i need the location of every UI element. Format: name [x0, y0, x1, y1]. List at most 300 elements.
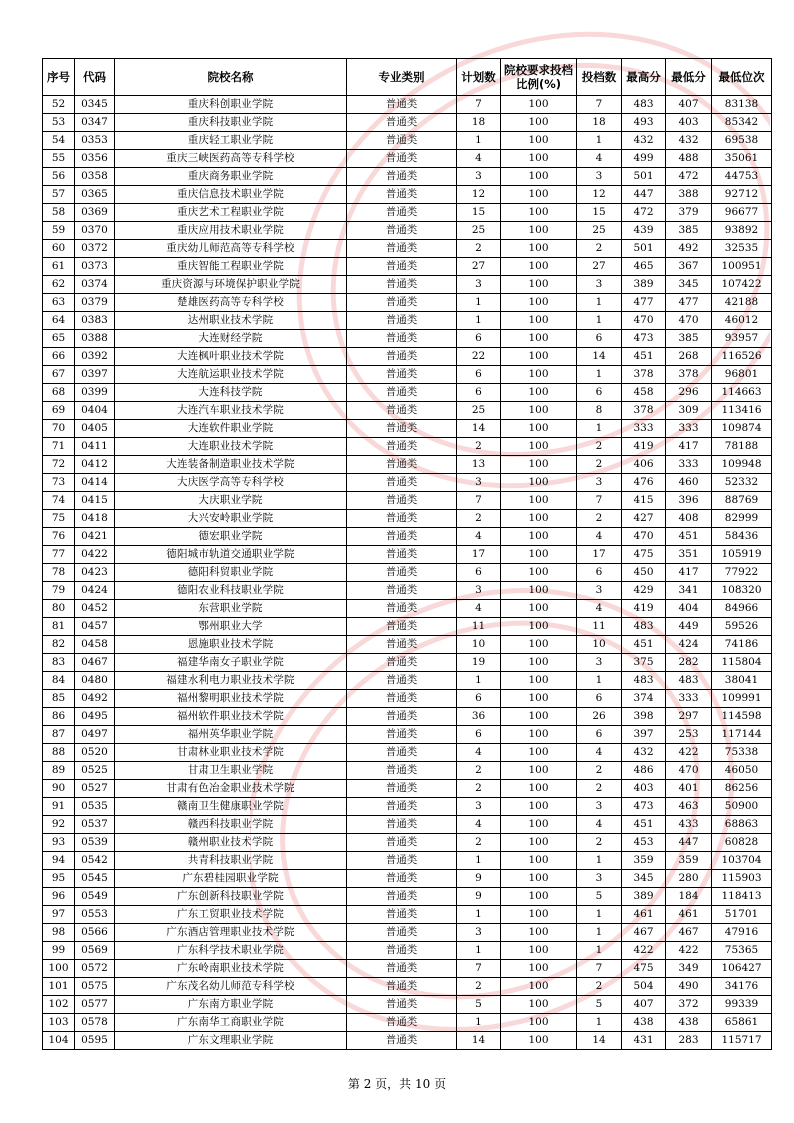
cell-plan-count: 17	[457, 546, 501, 564]
cell-ratio: 100	[501, 204, 577, 222]
cell-code: 0370	[75, 222, 115, 240]
cell-filed-count: 2	[577, 510, 622, 528]
cell-min-score: 280	[666, 870, 712, 888]
cell-filed-count: 7	[577, 492, 622, 510]
table-row	[43, 708, 772, 726]
cell-school-name: 重庆艺术工程职业学院	[115, 204, 347, 222]
table-row	[43, 294, 772, 312]
cell-max-score: 427	[622, 510, 666, 528]
cell-plan-count: 7	[457, 492, 501, 510]
cell-school-name: 重庆轻工职业学院	[115, 132, 347, 150]
table-row	[43, 456, 772, 474]
cell-ratio: 100	[501, 798, 577, 816]
cell-filed-count: 6	[577, 564, 622, 582]
table-row	[43, 402, 772, 420]
cell-plan-count: 6	[457, 564, 501, 582]
cell-max-score: 374	[622, 690, 666, 708]
cell-min-score: 378	[666, 366, 712, 384]
cell-seq: 95	[43, 870, 75, 888]
cell-min-rank: 69538	[712, 132, 772, 150]
table-row	[43, 132, 772, 150]
cell-min-rank: 42188	[712, 294, 772, 312]
header-min-rank: 最低位次	[712, 59, 772, 96]
cell-min-rank: 58436	[712, 528, 772, 546]
cell-school-name: 楚雄医药高等专科学校	[115, 294, 347, 312]
cell-max-score: 475	[622, 546, 666, 564]
cell-max-score: 470	[622, 528, 666, 546]
cell-max-score: 504	[622, 978, 666, 996]
cell-code: 0383	[75, 312, 115, 330]
table-row	[43, 222, 772, 240]
cell-min-score: 472	[666, 168, 712, 186]
cell-category: 普通类	[347, 618, 457, 636]
cell-plan-count: 3	[457, 582, 501, 600]
cell-min-score: 483	[666, 672, 712, 690]
cell-category: 普通类	[347, 654, 457, 672]
cell-min-score: 385	[666, 330, 712, 348]
cell-seq: 58	[43, 204, 75, 222]
cell-category: 普通类	[347, 330, 457, 348]
cell-plan-count: 4	[457, 816, 501, 834]
header-ratio: 院校要求投档比例(%)	[501, 59, 577, 96]
cell-min-rank: 77922	[712, 564, 772, 582]
table-row	[43, 600, 772, 618]
cell-plan-count: 3	[457, 798, 501, 816]
cell-code: 0414	[75, 474, 115, 492]
cell-filed-count: 2	[577, 762, 622, 780]
cell-plan-count: 1	[457, 294, 501, 312]
cell-seq: 56	[43, 168, 75, 186]
cell-code: 0392	[75, 348, 115, 366]
table-row	[43, 312, 772, 330]
cell-ratio: 100	[501, 582, 577, 600]
cell-code: 0595	[75, 1032, 115, 1050]
cell-filed-count: 4	[577, 150, 622, 168]
cell-min-score: 349	[666, 960, 712, 978]
cell-seq: 69	[43, 402, 75, 420]
cell-min-rank: 75365	[712, 942, 772, 960]
cell-min-score: 345	[666, 276, 712, 294]
cell-plan-count: 7	[457, 96, 501, 114]
cell-school-name: 福建华南女子职业学院	[115, 654, 347, 672]
cell-plan-count: 25	[457, 402, 501, 420]
cell-max-score: 483	[622, 672, 666, 690]
cell-max-score: 465	[622, 258, 666, 276]
cell-category: 普通类	[347, 672, 457, 690]
cell-plan-count: 27	[457, 258, 501, 276]
cell-max-score: 419	[622, 600, 666, 618]
cell-code: 0405	[75, 420, 115, 438]
cell-min-rank: 86256	[712, 780, 772, 798]
cell-filed-count: 1	[577, 420, 622, 438]
cell-min-rank: 46050	[712, 762, 772, 780]
cell-code: 0424	[75, 582, 115, 600]
cell-category: 普通类	[347, 1032, 457, 1050]
cell-school-name: 达州职业技术学院	[115, 312, 347, 330]
cell-seq: 68	[43, 384, 75, 402]
cell-ratio: 100	[501, 726, 577, 744]
table-row	[43, 672, 772, 690]
cell-min-rank: 68863	[712, 816, 772, 834]
table-row	[43, 420, 772, 438]
cell-code: 0345	[75, 96, 115, 114]
cell-ratio: 100	[501, 168, 577, 186]
cell-school-name: 广东茂名幼儿师范专科学校	[115, 978, 347, 996]
cell-max-score: 501	[622, 168, 666, 186]
cell-plan-count: 1	[457, 852, 501, 870]
cell-plan-count: 6	[457, 366, 501, 384]
cell-min-score: 396	[666, 492, 712, 510]
page-footer: 第 2 页，共 10 页	[347, 1077, 447, 1091]
cell-plan-count: 11	[457, 618, 501, 636]
cell-max-score: 397	[622, 726, 666, 744]
cell-plan-count: 3	[457, 168, 501, 186]
cell-max-score: 453	[622, 834, 666, 852]
cell-school-name: 广东文理职业学院	[115, 1032, 347, 1050]
cell-code: 0577	[75, 996, 115, 1014]
cell-min-score: 490	[666, 978, 712, 996]
cell-min-score: 433	[666, 816, 712, 834]
cell-school-name: 重庆科创职业学院	[115, 96, 347, 114]
cell-filed-count: 6	[577, 330, 622, 348]
cell-min-score: 417	[666, 438, 712, 456]
cell-school-name: 大兴安岭职业学院	[115, 510, 347, 528]
cell-min-score: 492	[666, 240, 712, 258]
cell-seq: 63	[43, 294, 75, 312]
cell-max-score: 451	[622, 816, 666, 834]
cell-min-score: 432	[666, 132, 712, 150]
cell-plan-count: 15	[457, 204, 501, 222]
cell-category: 普通类	[347, 744, 457, 762]
table-row	[43, 348, 772, 366]
cell-school-name: 大连航运职业技术学院	[115, 366, 347, 384]
cell-category: 普通类	[347, 798, 457, 816]
cell-filed-count: 1	[577, 366, 622, 384]
cell-max-score: 461	[622, 906, 666, 924]
cell-category: 普通类	[347, 258, 457, 276]
cell-filed-count: 3	[577, 798, 622, 816]
cell-min-score: 451	[666, 528, 712, 546]
cell-min-rank: 105919	[712, 546, 772, 564]
cell-code: 0535	[75, 798, 115, 816]
cell-plan-count: 1	[457, 312, 501, 330]
cell-seq: 59	[43, 222, 75, 240]
cell-max-score: 407	[622, 996, 666, 1014]
admission-score-table	[42, 58, 772, 1050]
cell-filed-count: 15	[577, 204, 622, 222]
cell-min-score: 351	[666, 546, 712, 564]
cell-min-score: 477	[666, 294, 712, 312]
cell-max-score: 438	[622, 1014, 666, 1032]
cell-category: 普通类	[347, 492, 457, 510]
cell-school-name: 福建水利电力职业技术学院	[115, 672, 347, 690]
cell-ratio: 100	[501, 834, 577, 852]
cell-ratio: 100	[501, 816, 577, 834]
cell-plan-count: 9	[457, 888, 501, 906]
table-row	[43, 204, 772, 222]
cell-seq: 103	[43, 1014, 75, 1032]
cell-filed-count: 4	[577, 528, 622, 546]
table-row	[43, 528, 772, 546]
cell-code: 0566	[75, 924, 115, 942]
cell-max-score: 422	[622, 942, 666, 960]
cell-max-score: 486	[622, 762, 666, 780]
cell-plan-count: 13	[457, 456, 501, 474]
cell-min-rank: 60828	[712, 834, 772, 852]
cell-min-rank: 51701	[712, 906, 772, 924]
cell-school-name: 德阳农业科技职业学院	[115, 582, 347, 600]
table-row	[43, 276, 772, 294]
cell-code: 0537	[75, 816, 115, 834]
cell-category: 普通类	[347, 294, 457, 312]
cell-min-score: 253	[666, 726, 712, 744]
cell-school-name: 大连科技学院	[115, 384, 347, 402]
cell-min-rank: 93892	[712, 222, 772, 240]
table-row	[43, 1014, 772, 1032]
cell-seq: 74	[43, 492, 75, 510]
cell-ratio: 100	[501, 618, 577, 636]
cell-ratio: 100	[501, 222, 577, 240]
cell-code: 0423	[75, 564, 115, 582]
cell-plan-count: 1	[457, 942, 501, 960]
cell-ratio: 100	[501, 1032, 577, 1050]
cell-ratio: 100	[501, 654, 577, 672]
cell-code: 0525	[75, 762, 115, 780]
cell-filed-count: 1	[577, 1014, 622, 1032]
cell-seq: 57	[43, 186, 75, 204]
table-row	[43, 888, 772, 906]
cell-seq: 66	[43, 348, 75, 366]
cell-filed-count: 7	[577, 96, 622, 114]
cell-filed-count: 2	[577, 834, 622, 852]
cell-ratio: 100	[501, 366, 577, 384]
cell-ratio: 100	[501, 186, 577, 204]
cell-min-rank: 32535	[712, 240, 772, 258]
cell-min-rank: 52332	[712, 474, 772, 492]
cell-min-score: 309	[666, 402, 712, 420]
header-seq: 序号	[43, 59, 75, 96]
cell-seq: 96	[43, 888, 75, 906]
cell-ratio: 100	[501, 636, 577, 654]
cell-school-name: 德阳城市轨道交通职业学院	[115, 546, 347, 564]
cell-category: 普通类	[347, 942, 457, 960]
cell-school-name: 福州英华职业学院	[115, 726, 347, 744]
cell-ratio: 100	[501, 150, 577, 168]
cell-min-rank: 93957	[712, 330, 772, 348]
cell-min-score: 463	[666, 798, 712, 816]
cell-min-rank: 115717	[712, 1032, 772, 1050]
cell-plan-count: 4	[457, 528, 501, 546]
cell-min-rank: 92712	[712, 186, 772, 204]
cell-seq: 54	[43, 132, 75, 150]
cell-filed-count: 14	[577, 1032, 622, 1050]
cell-school-name: 广东科学技术职业学院	[115, 942, 347, 960]
cell-filed-count: 1	[577, 924, 622, 942]
cell-max-score: 378	[622, 366, 666, 384]
cell-ratio: 100	[501, 96, 577, 114]
table-row	[43, 330, 772, 348]
table-row	[43, 726, 772, 744]
cell-filed-count: 5	[577, 996, 622, 1014]
cell-code: 0412	[75, 456, 115, 474]
cell-min-rank: 118413	[712, 888, 772, 906]
cell-school-name: 德阳科贸职业学院	[115, 564, 347, 582]
cell-ratio: 100	[501, 672, 577, 690]
cell-filed-count: 3	[577, 474, 622, 492]
table-row	[43, 96, 772, 114]
cell-filed-count: 3	[577, 654, 622, 672]
cell-school-name: 大连软件职业学院	[115, 420, 347, 438]
cell-ratio: 100	[501, 708, 577, 726]
cell-ratio: 100	[501, 456, 577, 474]
cell-category: 普通类	[347, 708, 457, 726]
cell-school-name: 重庆三峡医药高等专科学校	[115, 150, 347, 168]
cell-min-score: 359	[666, 852, 712, 870]
cell-school-name: 德宏职业学院	[115, 528, 347, 546]
cell-max-score: 359	[622, 852, 666, 870]
cell-filed-count: 2	[577, 978, 622, 996]
cell-category: 普通类	[347, 564, 457, 582]
cell-max-score: 432	[622, 744, 666, 762]
table-row	[43, 564, 772, 582]
table-row	[43, 474, 772, 492]
cell-min-rank: 109991	[712, 690, 772, 708]
cell-school-name: 广东创新科技职业学院	[115, 888, 347, 906]
cell-school-name: 大连职业技术学院	[115, 438, 347, 456]
cell-seq: 53	[43, 114, 75, 132]
cell-min-rank: 75338	[712, 744, 772, 762]
cell-school-name: 广东岭南职业技术学院	[115, 960, 347, 978]
cell-code: 0539	[75, 834, 115, 852]
cell-ratio: 100	[501, 348, 577, 366]
cell-min-score: 422	[666, 744, 712, 762]
cell-code: 0572	[75, 960, 115, 978]
cell-max-score: 389	[622, 888, 666, 906]
cell-filed-count: 4	[577, 600, 622, 618]
cell-school-name: 重庆信息技术职业学院	[115, 186, 347, 204]
cell-max-score: 499	[622, 150, 666, 168]
cell-max-score: 429	[622, 582, 666, 600]
cell-code: 0458	[75, 636, 115, 654]
cell-code: 0365	[75, 186, 115, 204]
cell-min-rank: 103704	[712, 852, 772, 870]
cell-plan-count: 18	[457, 114, 501, 132]
cell-code: 0372	[75, 240, 115, 258]
cell-ratio: 100	[501, 564, 577, 582]
cell-max-score: 477	[622, 294, 666, 312]
cell-seq: 72	[43, 456, 75, 474]
table-row	[43, 384, 772, 402]
cell-max-score: 473	[622, 330, 666, 348]
cell-school-name: 广东工贸职业技术学院	[115, 906, 347, 924]
cell-seq: 92	[43, 816, 75, 834]
cell-max-score: 483	[622, 96, 666, 114]
cell-code: 0379	[75, 294, 115, 312]
cell-category: 普通类	[347, 528, 457, 546]
cell-ratio: 100	[501, 240, 577, 258]
cell-category: 普通类	[347, 474, 457, 492]
cell-plan-count: 3	[457, 276, 501, 294]
cell-min-rank: 114663	[712, 384, 772, 402]
cell-max-score: 378	[622, 402, 666, 420]
cell-plan-count: 2	[457, 762, 501, 780]
cell-category: 普通类	[347, 366, 457, 384]
cell-filed-count: 3	[577, 582, 622, 600]
cell-school-name: 甘肃有色冶金职业技术学院	[115, 780, 347, 798]
cell-seq: 78	[43, 564, 75, 582]
cell-ratio: 100	[501, 528, 577, 546]
cell-school-name: 重庆科技职业学院	[115, 114, 347, 132]
cell-min-rank: 106427	[712, 960, 772, 978]
header-code: 代码	[75, 59, 115, 96]
cell-min-rank: 59526	[712, 618, 772, 636]
cell-plan-count: 4	[457, 600, 501, 618]
cell-code: 0578	[75, 1014, 115, 1032]
cell-plan-count: 2	[457, 510, 501, 528]
cell-filed-count: 1	[577, 294, 622, 312]
cell-min-rank: 65861	[712, 1014, 772, 1032]
cell-max-score: 447	[622, 186, 666, 204]
cell-code: 0415	[75, 492, 115, 510]
cell-seq: 61	[43, 258, 75, 276]
table-row	[43, 168, 772, 186]
cell-plan-count: 4	[457, 744, 501, 762]
cell-seq: 100	[43, 960, 75, 978]
cell-filed-count: 27	[577, 258, 622, 276]
cell-min-rank: 35061	[712, 150, 772, 168]
cell-seq: 83	[43, 654, 75, 672]
cell-max-score: 403	[622, 780, 666, 798]
cell-min-rank: 115903	[712, 870, 772, 888]
cell-plan-count: 36	[457, 708, 501, 726]
header-filed-count: 投档数	[577, 59, 622, 96]
cell-ratio: 100	[501, 852, 577, 870]
cell-school-name: 重庆应用技术职业学院	[115, 222, 347, 240]
cell-seq: 65	[43, 330, 75, 348]
cell-min-score: 333	[666, 420, 712, 438]
cell-code: 0553	[75, 906, 115, 924]
cell-code: 0497	[75, 726, 115, 744]
cell-seq: 93	[43, 834, 75, 852]
cell-school-name: 甘肃卫生职业学院	[115, 762, 347, 780]
cell-filed-count: 10	[577, 636, 622, 654]
cell-min-score: 408	[666, 510, 712, 528]
header-max-score: 最高分	[622, 59, 666, 96]
cell-category: 普通类	[347, 510, 457, 528]
cell-code: 0569	[75, 942, 115, 960]
cell-min-rank: 50900	[712, 798, 772, 816]
cell-max-score: 470	[622, 312, 666, 330]
cell-category: 普通类	[347, 996, 457, 1014]
cell-ratio: 100	[501, 114, 577, 132]
cell-plan-count: 2	[457, 834, 501, 852]
cell-code: 0527	[75, 780, 115, 798]
cell-seq: 73	[43, 474, 75, 492]
cell-filed-count: 4	[577, 816, 622, 834]
cell-code: 0545	[75, 870, 115, 888]
cell-code: 0397	[75, 366, 115, 384]
cell-min-score: 407	[666, 96, 712, 114]
cell-category: 普通类	[347, 582, 457, 600]
cell-school-name: 广东南方职业学院	[115, 996, 347, 1014]
cell-seq: 104	[43, 1032, 75, 1050]
cell-min-score: 470	[666, 312, 712, 330]
cell-school-name: 大连装备制造职业技术学院	[115, 456, 347, 474]
cell-code: 0549	[75, 888, 115, 906]
cell-category: 普通类	[347, 150, 457, 168]
cell-min-score: 422	[666, 942, 712, 960]
cell-max-score: 439	[622, 222, 666, 240]
